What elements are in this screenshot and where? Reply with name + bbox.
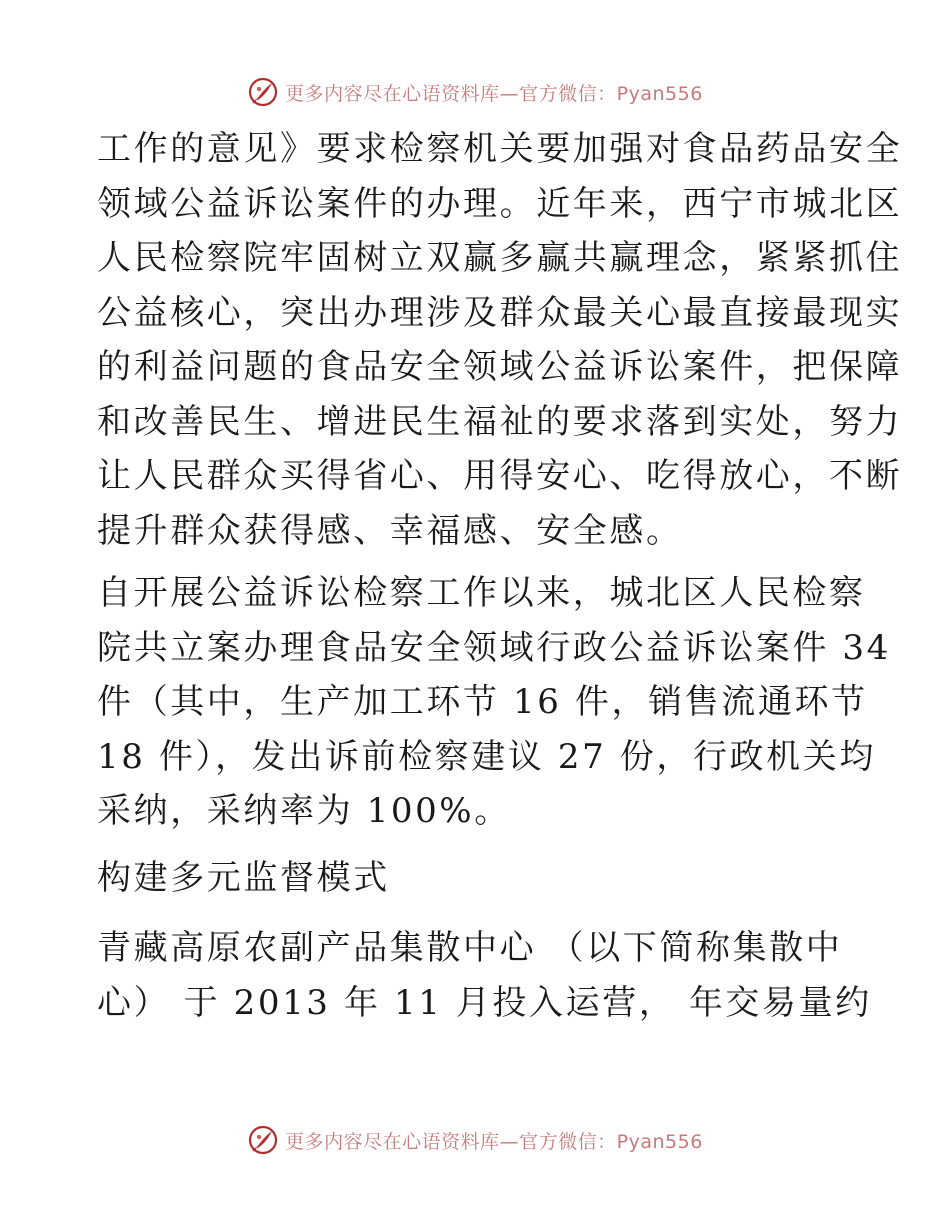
- text-line: 让人民群众买得省心、用得安心、吃得放心，不断: [97, 456, 903, 496]
- text-line: 和改善民生、增进民生福祉的要求落到实处，努力: [97, 401, 903, 442]
- paragraph: [97, 921, 872, 1030]
- header-watermark: [0, 72, 950, 112]
- section-heading: [97, 851, 857, 906]
- text-line: 人民检察院牢固树立双赢多赢共赢理念，紧紧抓住: [97, 238, 903, 278]
- text-line: 的利益问题的食品安全领域公益诉讼案件，把保障: [97, 347, 903, 387]
- text-line: 领域公益诉讼案件的办理。近年来，西宁市城北区: [97, 183, 903, 224]
- feather-pen-logo-icon: [247, 76, 279, 108]
- text-line: 构建多元监督模式: [97, 857, 390, 898]
- text-line: 提升群众获得感、幸福感、安全感。: [97, 510, 683, 551]
- text-line: 工作的意见》要求检察机关要加强对食品药品安全: [97, 129, 903, 169]
- feather-pen-logo-icon: [247, 1124, 279, 1156]
- text-line: 公益核心，突出办理涉及群众最关心最直接最现实: [97, 292, 903, 333]
- text-line: 自开展公益诉讼检察工作以来，城北区人民检察: [97, 573, 866, 613]
- watermark-text: 更多内容尽在心语资料库—官方微信：Pyan556: [285, 1130, 703, 1153]
- text-line: 青藏高原农副产品集散中心 （以下简称集散中: [97, 928, 843, 968]
- paragraph: [97, 566, 891, 839]
- text-line: 件（其中，生产加工环节 16 件，销售流通环节: [97, 682, 868, 722]
- text-line: 采纳，采纳率为 100%。: [97, 791, 511, 831]
- document-body: [97, 122, 903, 1030]
- paragraph: [97, 122, 903, 558]
- text-line: 心） 于 2013 年 11 月投入运营， 年交易量约: [97, 982, 872, 1023]
- watermark-text: 更多内容尽在心语资料库—官方微信：Pyan556: [285, 82, 703, 105]
- text-line: 院共立案办理食品安全领域行政公益诉讼案件 34: [97, 627, 891, 668]
- footer-watermark: [0, 1120, 950, 1160]
- text-line: 18 件），发出诉前检察建议 27 份，行政机关均: [97, 736, 876, 777]
